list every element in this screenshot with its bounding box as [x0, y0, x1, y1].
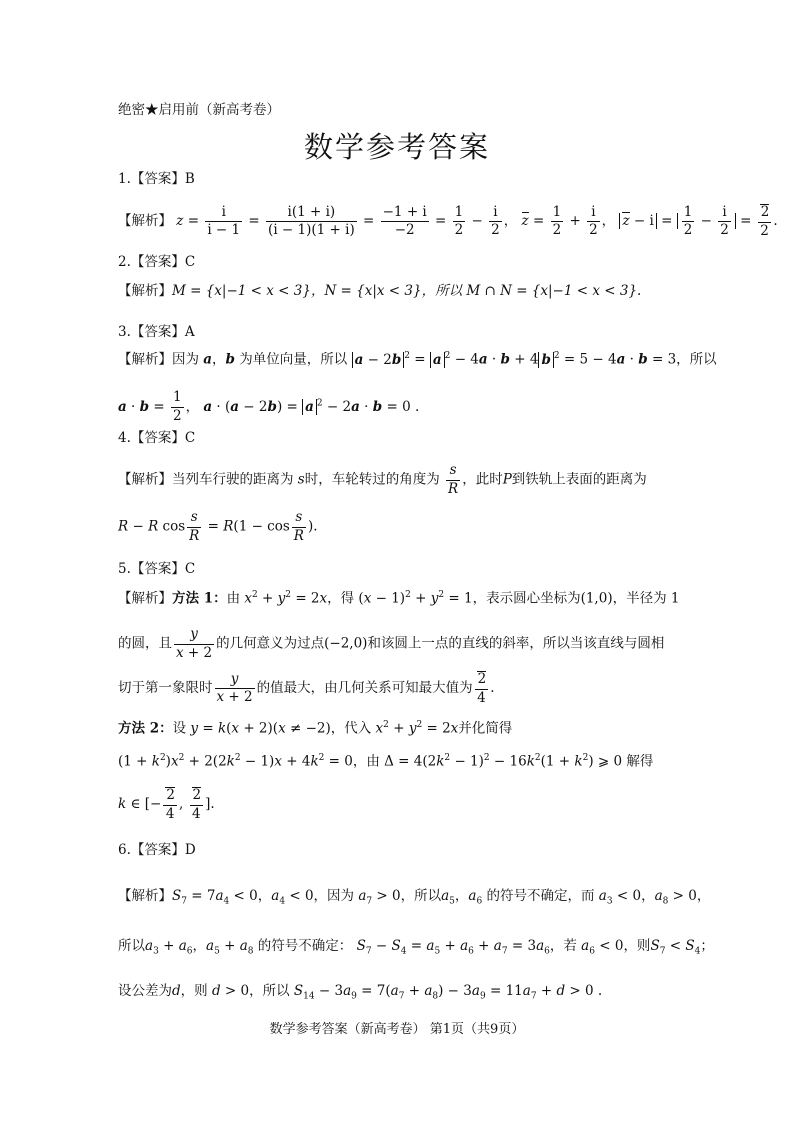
confidential-header: 绝密★启用前（新高考卷）	[118, 102, 280, 118]
q4-text1: 当列车行驶的距离为	[172, 471, 294, 488]
q5-analysis-line1: 【解析】方法 1：由 $x^2 + y^2 = 2x$，得 $(x - 1)^2 + y^2 = 1$，表示圆心坐标为(1,0)，半径为 1	[118, 590, 680, 607]
q5-text: 并化简得	[458, 720, 513, 737]
q1-math: z = $\frac{i}{i - 1}$ = $\frac{i(1 + i)}{(i - 1)(1 + i)}$ = $\frac{-1 + i}{-2}$ = $\frac{1}{2}$ − $\frac{i}{2}$ ， z = $\frac{1}{2}$ + $\frac{i}{2}$ ， z − i = $\frac{1}{2}$ − $\frac{i}{2}$ = $\frac{2}{2}$ .	[176, 203, 778, 239]
q4-analysis-line1: 【解析】当列车行驶的距离为 s时，车轮转过的角度为 $\frac{s}{R}$ ，此时P到铁轨上表面的距离为	[118, 462, 647, 497]
q2-answer: C	[184, 254, 196, 270]
q1-number: 1.	[118, 171, 131, 187]
q4-text2: 时，车轮转过的角度为	[304, 471, 440, 488]
q5-text: ，表示圆心坐标为	[472, 590, 581, 607]
q6-text: 的符号不确定：	[257, 938, 353, 954]
q5-analysis-line3: 切于第一象限时 $\frac{y}{x + 2}$ 的值最大，由几何关系可知最大值为 $\frac{2}{4}$ .	[118, 670, 495, 706]
q6-analysis-line3: 设公差为d，则 d > 0，所以 $S_{14} - 3a_9 = 7(a_7 + a_8) - 3a_9 = 11a_7 + d > 0$ .	[118, 983, 603, 1002]
q1-analysis-line	[118, 204, 778, 239]
q4-text3: ，此时	[462, 471, 503, 488]
q5-method2-line2: $(1 + k^2)x^2 + 2(2k^2 - 1)x + 4k^2 = 0$，由 $\Delta = 4(2k^2 - 1)^2 - 16k^2(1 + k^2)$ ⩾ 0 解得	[118, 753, 654, 770]
analysis-label: 【解析】	[118, 212, 172, 229]
q4-analysis-line2: R − R cos $\frac{s}{R}$ = R(1 − cos $\frac{s}{R}$ ).	[118, 509, 318, 544]
answer-label: 【答案】	[130, 171, 185, 187]
q5-text: ，由	[352, 753, 380, 770]
q2-answer-line	[118, 256, 195, 270]
q6-text: ，则	[623, 938, 651, 954]
q6-answer: D	[184, 842, 196, 858]
q4-number: 4.	[118, 430, 131, 446]
q6-analysis-line2: 所以$a_3 + a_6$，$a_5 + a_8$ 的符号不确定： $S_7 - S_4 = a_5 + a_6 + a_7 = 3a_6$，若 $a_6 < 0$，则$S_7 < S_4$；	[118, 938, 714, 957]
q5-text: 的几何意义为过点	[216, 635, 325, 652]
q5-method2-label: 方法 2：	[118, 720, 173, 737]
answer-label: 【答案】	[130, 561, 185, 577]
q5-answer-line	[118, 563, 195, 577]
q6-text: 所以	[118, 938, 145, 954]
q6-text: 设公差为	[118, 983, 172, 999]
page-title: 数学参考答案	[303, 130, 490, 164]
q6-text: 的符号不确定，而	[486, 888, 595, 904]
q5-answer: C	[184, 561, 196, 577]
q3-analysis-line2: a · b = $\frac{1}{2}$ ， a · (a − 2b) = a $^2$ − 2a · b = 0 .	[118, 389, 420, 424]
q5-text: 的圆，且	[118, 635, 172, 652]
q4-answer: C	[184, 430, 196, 446]
q3-unit-text: 为单位向量，所以	[239, 351, 348, 368]
q5-method2-line3: k ∈ [− $\frac{2}{4}$ , $\frac{2}{4}$ ].	[118, 787, 215, 822]
q1-answer: B	[184, 171, 195, 187]
analysis-label: 【解析】	[118, 351, 172, 368]
analysis-label: 【解析】	[118, 283, 172, 299]
q3-so-text: ，所以	[676, 351, 717, 368]
q2-analysis-line	[118, 285, 641, 299]
q5-text: 和该圆上一点的直线的斜率，所以当该直线与圆相	[367, 635, 665, 652]
answer-label: 【答案】	[130, 842, 185, 858]
q5-method1-label: 方法 1：	[172, 590, 227, 607]
q5-text: ，半径为 1	[612, 590, 680, 607]
q3-analysis-line1: 【解析】因为 a，b 为单位向量，所以 a − 2b $^2$ = a $^2$ − 4a · b + 4 b $^2$ = 5 − 4a · b = 3，所以	[118, 351, 717, 368]
analysis-label: 【解析】	[118, 471, 172, 488]
q6-answer-line	[118, 844, 196, 858]
q6-analysis-line1: 【解析】$S_7 = 7a_4 < 0$，$a_4 < 0$，因为 $a_7 > 0$，所以$a_5$，$a_6$ 的符号不确定，而 $a_3 < 0$，$a_8 > 0$，	[118, 888, 711, 907]
q6-text: ，则	[180, 983, 208, 999]
page-footer: 数学参考答案（新高考卷） 第1页（共9页）	[269, 1022, 525, 1037]
q6-text: ，所以	[249, 983, 290, 999]
q6-text: ，因为	[313, 888, 355, 904]
q3-and-text: ，	[185, 398, 200, 415]
answer-label: 【答案】	[130, 324, 185, 340]
q3-answer: A	[184, 324, 195, 340]
q4-text4: 到铁轨上表面的距离为	[511, 471, 647, 488]
q6-number: 6.	[118, 842, 131, 858]
q2-text: M = {x|−1 < x < 3}，N = {x|x < 3}，所以 M ∩ N = {x|−1 < x < 3}.	[172, 283, 642, 299]
answer-label: 【答案】	[130, 254, 185, 270]
analysis-label: 【解析】	[118, 590, 172, 607]
q3-answer-line	[118, 326, 195, 340]
q5-text: 的值最大，由几何关系可知最大值为	[256, 679, 473, 696]
q3-intro: 因为	[172, 351, 199, 368]
q5-text: ，代入	[330, 720, 372, 737]
q5-analysis-line2: 的圆，且 $\frac{y}{x + 2}$ 的几何意义为过点(−2,0)和该圆上一点的直线的斜率，所以当该直线与圆相	[118, 626, 665, 661]
q5-number: 5.	[118, 561, 131, 577]
q4-answer-line	[118, 432, 195, 446]
q1-answer-line	[118, 173, 195, 187]
q5-text: 设	[172, 720, 187, 737]
q5-text: ，得	[327, 590, 355, 607]
q5-text: 切于第一象限时	[118, 679, 213, 696]
answer-label: 【答案】	[130, 430, 185, 446]
q3-number: 3.	[118, 324, 131, 340]
q6-text: ，若	[549, 938, 577, 954]
q2-number: 2.	[118, 254, 131, 270]
q5-text: 解得	[626, 753, 654, 770]
q6-text: ，所以	[400, 888, 442, 904]
analysis-label: 【解析】	[118, 888, 172, 904]
q5-method2-line: 方法 2：设 y = k(x + 2)(x ≠ −2)，代入 $x^2 + y^2 = 2x$并化简得	[118, 720, 513, 737]
q5-text: 由	[226, 590, 241, 607]
